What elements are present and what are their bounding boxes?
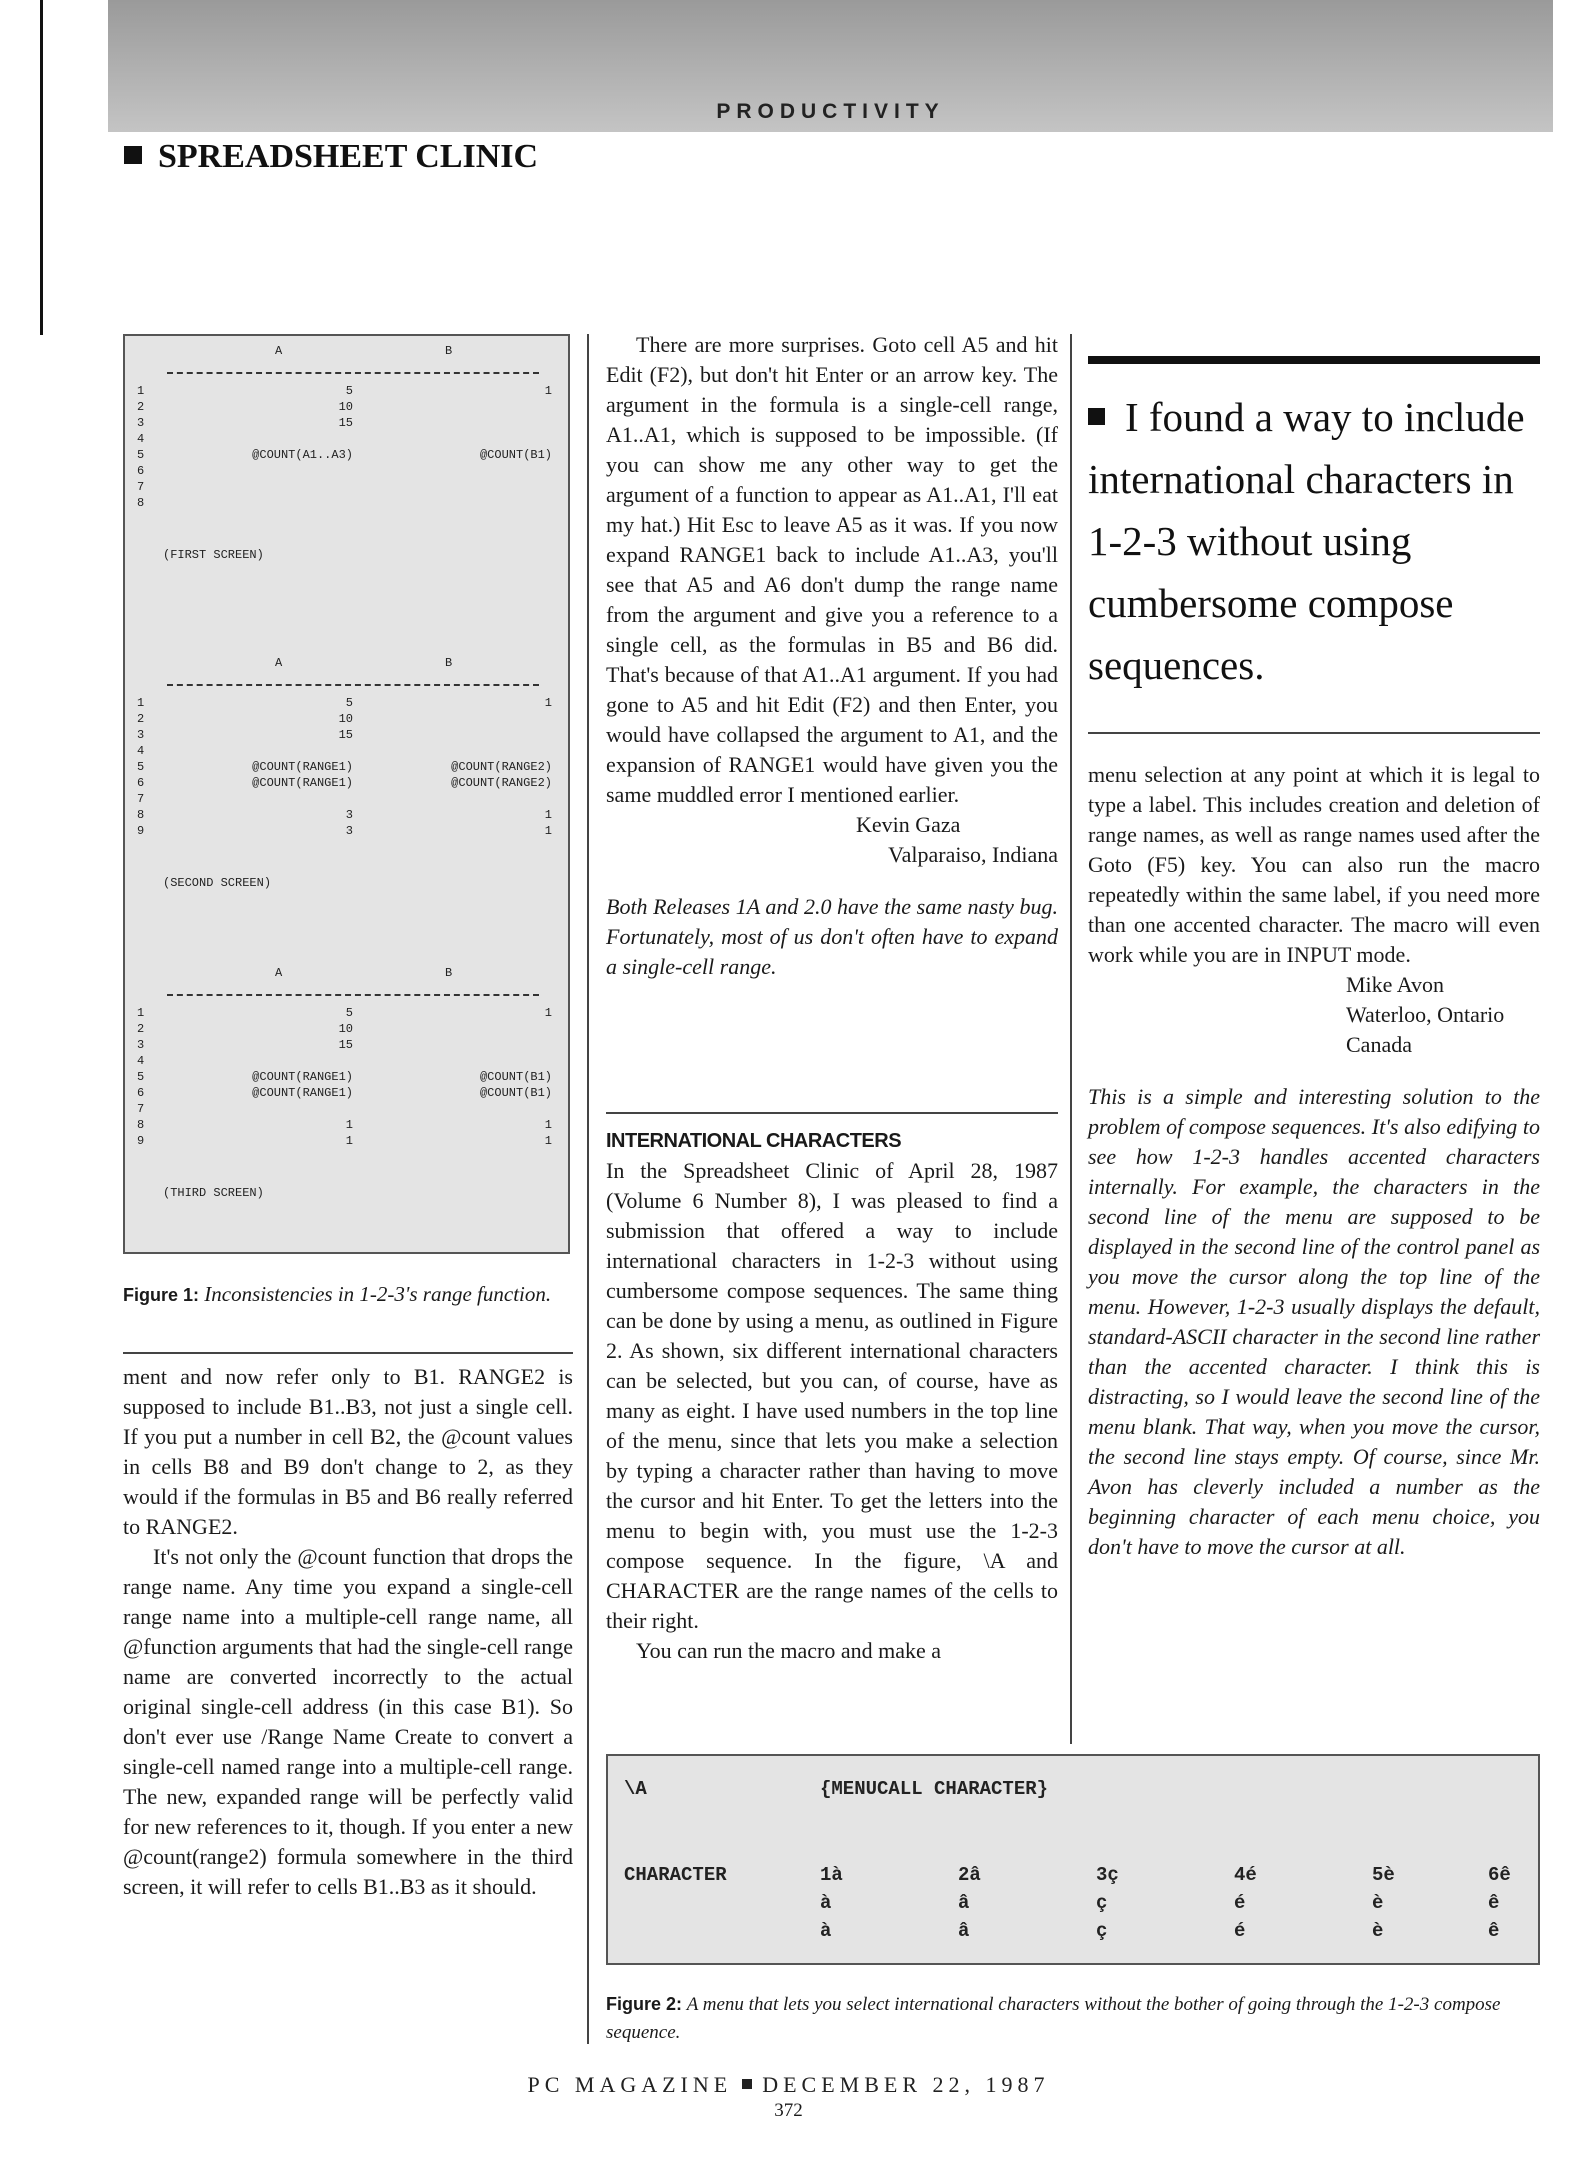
- column-2-paragraph: There are more surprises. Goto cell A5 and hit Edit (F2), but don't hit Enter or an arrow key. The argument in the formula is a single-cell range, A1..A1, which is supposed to be impossible. (If you can show me any other way to get the argument of a function to appear as A1..A1, I'll eat my hat.) Hit Esc to leave A5 as it was. If you now expand RANGE1 back to include A1..A3, you'll see that A5 and A6 don't dump the range name from the argument and give you a reference to a single cell, as the formulas in B5 and B6 did. That's because of that A1..A1 argument. If you had gone to A5 and hit Edit (F2) and then Enter, you would have collapsed the argument to A1, and the expansion of RANGE1 would have given you the same muddled error I mentioned earlier.: [606, 332, 1058, 807]
- column-1-paragraph: It's not only the @count function that drops the range name. Any time you expand a single-cell range name into a multiple-cell range name, all @function arguments that had the single-cell range name are converted incorrectly to the actual original single-cell address (in this case B1). So don't ever use /Range Name Create to convert a single-cell named range into a multiple-cell range. The new, expanded range will be perfectly valid for new references to it, though. If you enter a new @count(range2) formula somewhere in the third screen, it will refer to cells B1..B3 as it should.: [123, 1544, 573, 1899]
- pull-quote-text: I found a way to include international characters in 1-2-3 without using cumbersome compose sequences.: [1088, 394, 1525, 688]
- column-rule: [587, 334, 589, 2044]
- page-number: 372: [774, 2100, 803, 2121]
- column-1-paragraph: ment and now refer only to B1. RANGE2 is supposed to include B1..B3, not just a single cell. If you put a number in cell B2, the @count values in cells B8 and B9 don't change to 2, as they would if the formulas in B5 and B6 really referred to RANGE2.: [123, 1364, 573, 1539]
- cell-b: 1: [544, 1006, 552, 1020]
- row-number: 5: [137, 448, 145, 462]
- column-header-a: A: [275, 966, 283, 980]
- cell-a: @COUNT(RANGE1): [252, 1086, 353, 1100]
- divider: [123, 1352, 573, 1354]
- row-number: 6: [137, 1086, 145, 1100]
- menu-cell: ê: [1488, 1920, 1500, 1942]
- figure-2-range-name: CHARACTER: [624, 1864, 727, 1886]
- row-number: 1: [137, 384, 145, 398]
- signature-name: Mike Avon: [1346, 972, 1444, 997]
- cell-b: 1: [544, 824, 552, 838]
- menu-cell: ç: [1096, 1920, 1108, 1942]
- cell-a: 10: [338, 712, 353, 726]
- cell-b: 1: [544, 696, 552, 710]
- screen-label: (SECOND SCREEN): [163, 876, 272, 890]
- menu-cell: 2â: [958, 1864, 981, 1886]
- editor-reply: This is a simple and interesting solution to the problem of compose sequences. It's also edifying to see how 1-2-3 handles accented characters internally. For example, the characters in the second line of the menu are supposed to be displayed in the second line of the control panel as you move the cursor along the top line of the menu. However, 1-2-3 usually displays the default, standard-ASCII character in the second line rather than the accented character. I think this is distracting, so I would leave the second line of the menu blank. That way, when you move the cursor, the second line stays empty. Of course, since Mr. Avon has cleverly included a number as the beginning character of each menu choice, you don't have to move the cursor at all.: [1088, 1084, 1540, 1559]
- column-1-text: [123, 1362, 573, 1902]
- pullquote-bottom-rule: [1088, 732, 1540, 734]
- divider: [606, 1112, 1058, 1114]
- column-2-paragraph: You can run the macro and make a: [636, 1638, 942, 1663]
- figure-1-caption: [123, 1280, 570, 1309]
- column-3-text: [1088, 760, 1540, 1562]
- signature-country: Canada: [1346, 1032, 1412, 1057]
- cell-b: @COUNT(B1): [479, 448, 552, 462]
- row-number: 2: [137, 400, 145, 414]
- dashed-rule: [167, 684, 539, 686]
- dashed-rule: [167, 994, 539, 996]
- pullquote-top-rule: [1088, 356, 1540, 364]
- menu-cell: è: [1372, 1892, 1384, 1914]
- menu-cell: 5è: [1372, 1864, 1395, 1886]
- cell-a: 1: [345, 1134, 353, 1148]
- header-banner: [108, 0, 1553, 132]
- cell-a: 3: [345, 808, 353, 822]
- row-number: 5: [137, 760, 145, 774]
- column-rule: [1070, 334, 1072, 1744]
- column-header-b: B: [445, 656, 453, 670]
- cell-a: 10: [338, 400, 353, 414]
- cell-b: 1: [544, 808, 552, 822]
- cell-a: 15: [338, 728, 353, 742]
- cell-a: 5: [345, 1006, 353, 1020]
- figure-2-range-name: \A: [624, 1778, 647, 1800]
- cell-b: 1: [544, 1134, 552, 1148]
- subhead: INTERNATIONAL CHARACTERS: [606, 1130, 902, 1152]
- cell-b: @COUNT(RANGE2): [451, 776, 552, 790]
- cell-a: 15: [338, 416, 353, 430]
- cell-b: 1: [544, 384, 552, 398]
- figure-1-caption-text: Inconsistencies in 1-2-3's range function.: [204, 1282, 552, 1306]
- row-number: 4: [137, 744, 145, 758]
- footer-magazine: PC MAGAZINE: [527, 2072, 733, 2097]
- row-number: 3: [137, 728, 145, 742]
- cell-a: @COUNT(RANGE1): [252, 1070, 353, 1084]
- menu-cell: â: [958, 1920, 970, 1942]
- dashed-rule: [167, 372, 539, 374]
- figure-1-caption-label: Figure 1:: [123, 1285, 200, 1305]
- row-number: 7: [137, 1102, 145, 1116]
- figure-2-caption: [606, 1990, 1546, 2047]
- row-number: 1: [137, 1006, 145, 1020]
- row-number: 9: [137, 824, 145, 838]
- cell-b: 1: [544, 1118, 552, 1132]
- screen-label: (FIRST SCREEN): [163, 548, 264, 562]
- row-number: 7: [137, 792, 145, 806]
- margin-rule: [40, 0, 43, 335]
- menu-cell: ç: [1096, 1892, 1108, 1914]
- page-footer: [0, 2072, 1577, 2098]
- cell-a: @COUNT(RANGE1): [252, 760, 353, 774]
- editor-reply: Both Releases 1A and 2.0 have the same nasty bug. Fortunately, most of us don't often have to expand a single-cell range.: [606, 894, 1058, 979]
- figure-1: [123, 334, 570, 1254]
- row-number: 9: [137, 1134, 145, 1148]
- column-header-a: A: [275, 344, 283, 358]
- menu-cell: é: [1234, 1892, 1246, 1914]
- cell-a: 5: [345, 696, 353, 710]
- cell-b: @COUNT(B1): [479, 1070, 552, 1084]
- cell-a: 15: [338, 1038, 353, 1052]
- menu-cell: è: [1372, 1920, 1384, 1942]
- row-number: 4: [137, 1054, 145, 1068]
- column-2-text-lower: [606, 1126, 1058, 1666]
- column-header-b: B: [445, 966, 453, 980]
- column-header-a: A: [275, 656, 283, 670]
- screen-label: (THIRD SCREEN): [163, 1186, 264, 1200]
- signature-city: Waterloo, Ontario: [1346, 1002, 1505, 1027]
- cell-a: @COUNT(A1..A3): [252, 448, 353, 462]
- row-number: 8: [137, 1118, 145, 1132]
- menu-cell: â: [958, 1892, 970, 1914]
- section-title: [124, 138, 538, 176]
- column-3-paragraph: menu selection at any point at which it is legal to type a label. This includes creation and deletion of range names, as well as range names used after the Goto (F5) key. You can also run the macro repeatedly within the same label, if you need more than one accented character. The macro will even work while you are in INPUT mode.: [1088, 762, 1540, 967]
- cell-a: 1: [345, 1118, 353, 1132]
- banner-label: PRODUCTIVITY: [716, 100, 945, 123]
- menu-cell: é: [1234, 1920, 1246, 1942]
- figure-2: [606, 1754, 1540, 1965]
- row-number: 8: [137, 808, 145, 822]
- figure-2-macro: {MENUCALL CHARACTER}: [820, 1778, 1049, 1800]
- column-2-paragraph: In the Spreadsheet Clinic of April 28, 1987 (Volume 6 Number 8), I was pleased to find a submission that offered a way to include international characters in 1-2-3 without using cumbersome compose sequences. The same thing can be done by using a menu, as outlined in Figure 2. As shown, six different international characters can be selected, but you can, of course, have as many as eight. I have used numbers in the top line of the menu, since that lets you make a selection by typing a character rather than having to move the cursor and hit Enter. To get the letters into the menu to begin with, you must use the 1-2-3 compose sequence. In the figure, \A and CHARACTER are the range names of the cells to their right.: [606, 1158, 1058, 1633]
- signature-name: Kevin Gaza: [856, 812, 961, 837]
- row-number: 4: [137, 432, 145, 446]
- column-2-text: [606, 330, 1058, 982]
- row-number: 3: [137, 416, 145, 430]
- row-number: 2: [137, 1022, 145, 1036]
- cell-b: @COUNT(B1): [479, 1086, 552, 1100]
- row-number: 8: [137, 496, 145, 510]
- menu-cell: 6ê: [1488, 1864, 1511, 1886]
- menu-cell: 1à: [820, 1864, 843, 1886]
- bullet-square-icon: [124, 146, 142, 164]
- row-number: 3: [137, 1038, 145, 1052]
- row-number: 5: [137, 1070, 145, 1084]
- cell-a: 10: [338, 1022, 353, 1036]
- row-number: 6: [137, 776, 145, 790]
- pull-quote: [1088, 386, 1543, 696]
- row-number: 2: [137, 712, 145, 726]
- cell-a: @COUNT(RANGE1): [252, 776, 353, 790]
- bullet-square-icon: [1088, 408, 1105, 425]
- section-title-text: SPREADSHEET CLINIC: [158, 138, 539, 175]
- row-number: 7: [137, 480, 145, 494]
- column-header-b: B: [445, 344, 453, 358]
- cell-a: 3: [345, 824, 353, 838]
- menu-cell: 4é: [1234, 1864, 1257, 1886]
- cell-a: 5: [345, 384, 353, 398]
- menu-cell: 3ç: [1096, 1864, 1119, 1886]
- menu-cell: à: [820, 1892, 832, 1914]
- figure-2-caption-label: Figure 2:: [606, 1994, 683, 2014]
- row-number: 6: [137, 464, 145, 478]
- signature-place: Valparaiso, Indiana: [888, 842, 1058, 867]
- menu-cell: ê: [1488, 1892, 1500, 1914]
- bullet-square-icon: [742, 2079, 752, 2089]
- cell-b: @COUNT(RANGE2): [451, 760, 552, 774]
- figure-2-caption-text: A menu that lets you select international characters without the bother of going through the 1-2-3 compose sequence.: [606, 1994, 1501, 2043]
- row-number: 1: [137, 696, 145, 710]
- footer-date: DECEMBER 22, 1987: [762, 2072, 1050, 2097]
- menu-cell: à: [820, 1920, 832, 1942]
